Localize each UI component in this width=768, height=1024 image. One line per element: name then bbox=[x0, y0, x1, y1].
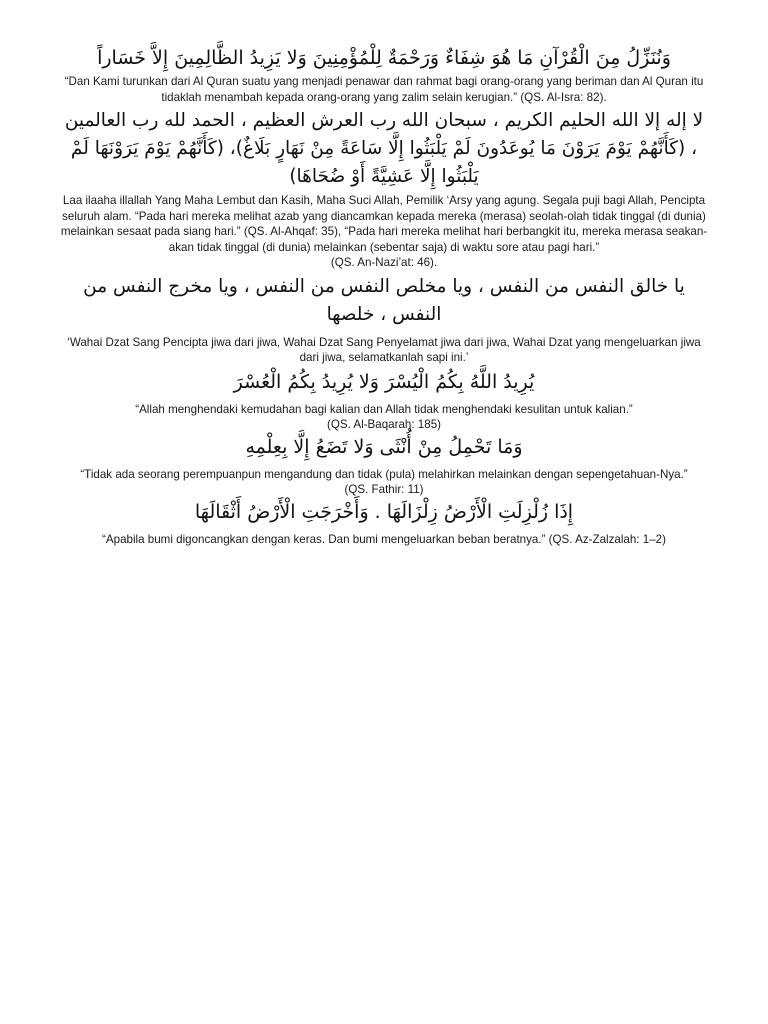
translation-4: “Allah menghendaki kemudahan bagi kalian dan Allah tidak menghendaki kesulitan untuk kalian.” bbox=[135, 402, 633, 416]
reference-5: (QS. Fathir: 11) bbox=[344, 483, 424, 496]
reference-4: (QS. Al-Baqarah: 185) bbox=[326, 418, 442, 431]
arabic-verse-6: إِذَا زُلْزِلَتِ الْأَرْضُ زِلْزَالَهَا . وَأَخْرَجَتِ الْأَرْضُ أَثْقَالَهَا bbox=[194, 500, 574, 523]
translation-3: ‘Wahai Dzat Sang Pencipta jiwa dari jiwa, Wahai Dzat Sang Penyelamat jiwa dari jiwa, Wahai Dzat yang mengeluarkan jiwa dari jiwa, selamatkanlah sapi ini.’ bbox=[67, 335, 701, 364]
reference-2: (QS. An-Nazi’at: 46). bbox=[330, 256, 438, 269]
arabic-verse-2: لا إله إلا الله الحليم الكريم ، سبحان الله رب العرش العظيم ، الحمد لله رب العالمين ، (كَأَنَّهُمْ يَوْمَ يَرَوْنَ مَا يُوعَدُونَ لَمْ يَلْبَثُوا إِلَّا سَاعَةً مِنْ نَهَارٍ بَلَاغٌ)، (كَأَنَّهُمْ يَوْمَ يَرَوْنَهَا لَمْ يَلْبَثُوا إِلَّا عَشِيَّةً أَوْ ضُحَاهَا) bbox=[64, 110, 704, 187]
translation-1: “Dan Kami turunkan dari Al Quran suatu yang menjadi penawar dan rahmat bagi orang-orang yang beriman dan Al Quran itu tidaklah menambah kepada orang-orang yang zalim selain kerugian.” (QS. Al-Isra: 82). bbox=[64, 75, 704, 104]
document-page bbox=[60, 44, 708, 547]
arabic-verse-3: يا خالق النفس من النفس ، ويا مخلص النفس من النفس ، ويا مخرج النفس من النفس ، خلصها bbox=[83, 275, 685, 325]
arabic-verse-1: وَنُنَزِّلُ مِنَ الْقُرْآنِ مَا هُوَ شِفَاءٌ وَرَحْمَةٌ لِلْمُؤْمِنِينَ وَلا يَزِيدُ الظَّالِمِينَ إِلاَّ خَسَاراً bbox=[97, 47, 671, 69]
translation-6: “Apabila bumi digoncangkan dengan keras. Dan bumi mengeluarkan beban beratnya.” (QS. Az-Zalzalah: 1–2) bbox=[102, 532, 666, 546]
arabic-verse-4: يُرِيدُ اللَّهُ بِكُمُ الْيُسْرَ وَلا يُرِيدُ بِكُمُ الْعُسْرَ bbox=[233, 370, 535, 393]
arabic-verse-5: وَمَا تَحْمِلُ مِنْ أُنْثَى وَلا تَضَعُ إِلَّا بِعِلْمِهِ bbox=[245, 435, 523, 458]
translation-2: Laa ilaaha illallah Yang Maha Lembut dan Kasih, Maha Suci Allah, Pemilik ‘Arsy yang agung. Segala puji bagi Allah, Pencipta seluruh alam. “Pada hari mereka melihat azab yang diancamkan kepada mereka (merasa) seolah-olah tidak tinggal (di dunia) melainkan sesaat pada siang hari.” (QS. Al-Ahqaf: 35), “Pada hari mereka melihat hari berbangkit itu, mereka merasa seakan-akan tidak tinggal (di dunia) melainkan (sebentar saja) di waktu sore atau pagi hari.” bbox=[60, 194, 708, 254]
translation-5: “Tidak ada seorang perempuanpun mengandung dan tidak (pula) melahirkan melainkan dengan sepengetahuan-Nya.” bbox=[80, 467, 688, 481]
